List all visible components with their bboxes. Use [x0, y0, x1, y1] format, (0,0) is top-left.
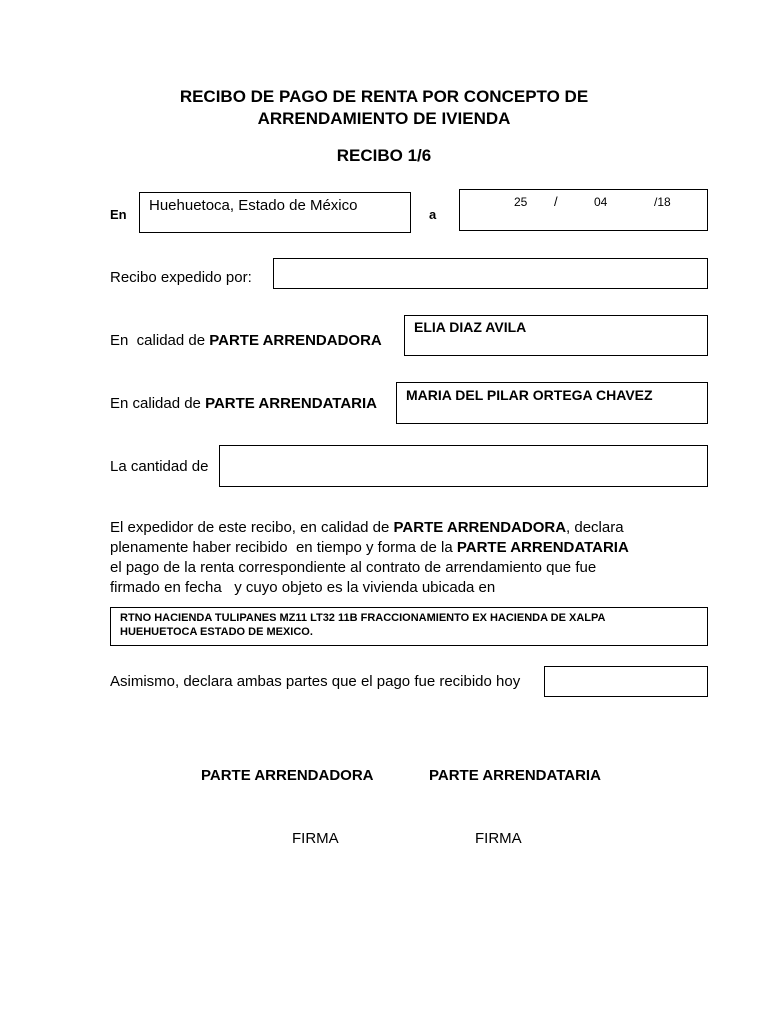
declaration-paragraph: [110, 518, 670, 598]
place-value: Huehuetoca, Estado de México: [149, 197, 358, 214]
payment-today-label: Asimismo, declara ambas partes que el pago fue recibido hoy: [110, 673, 521, 690]
date-separator: /: [554, 194, 558, 209]
address-line-2: HUEHUETOCA ESTADO DE MEXICO.: [120, 626, 313, 638]
declaration-line-2: [110, 538, 670, 558]
tenant-label-prefix: En calidad de: [110, 395, 206, 412]
declaration-line-3: el pago de la renta correspondiente al contrato de arrendamiento que fue: [110, 559, 597, 576]
amount-field[interactable]: [219, 445, 708, 487]
tenant-label-bold: PARTE ARRENDATARIA: [205, 395, 378, 412]
issued-by-label: Recibo expedido por:: [110, 269, 252, 286]
landlord-label-prefix: En calidad de: [110, 332, 210, 349]
receipt-number: RECIBO 1/6: [336, 146, 432, 165]
date-month: 04: [594, 195, 608, 209]
amount-label: La cantidad de: [110, 458, 209, 475]
declaration-line-2-bold: PARTE ARRENDATARIA: [456, 539, 629, 556]
date-year: /18: [654, 195, 671, 209]
landlord-label-bold: PARTE ARRENDADORA: [209, 332, 382, 349]
tenant-signature-title: PARTE ARRENDATARIA: [429, 767, 601, 784]
a-label: a: [429, 207, 437, 222]
landlord-signature-line: FIRMA: [292, 830, 339, 847]
declaration-line-1-bold: PARTE ARRENDADORA: [393, 519, 567, 536]
title-line-2: ARRENDAMIENTO DE IVIENDA: [257, 109, 511, 128]
address-line-1: RTNO HACIENDA TULIPANES MZ11 LT32 11B FRACCIONAMIENTO EX HACIENDA DE XALPA: [120, 612, 606, 624]
tenant-field[interactable]: [396, 382, 708, 424]
declaration-line-4: firmado en fecha y cuyo objeto es la vivienda ubicada en: [110, 579, 496, 596]
declaration-line-1-text: El expedidor de este recibo, en calidad de: [110, 519, 394, 536]
landlord-field[interactable]: [404, 315, 708, 356]
tenant-value: MARIA DEL PILAR ORTEGA CHAVEZ: [406, 387, 653, 403]
landlord-value: ELIA DIAZ AVILA: [414, 319, 527, 335]
declaration-line-2-text: plenamente haber recibido en tiempo y forma de la: [110, 539, 457, 556]
date-field[interactable]: [459, 189, 708, 231]
address-field[interactable]: [110, 607, 708, 646]
landlord-signature-title: PARTE ARRENDADORA: [201, 767, 374, 784]
declaration-line-1-end: , declara: [566, 519, 624, 536]
title-line-1: RECIBO DE PAGO DE RENTA POR CONCEPTO DE: [179, 87, 589, 106]
date-day: 25: [514, 195, 528, 209]
issued-by-field[interactable]: [273, 258, 708, 289]
payment-today-field[interactable]: [544, 666, 708, 697]
en-label: En: [110, 207, 127, 222]
landlord-label: [110, 332, 382, 349]
tenant-label: [110, 395, 377, 412]
declaration-line-1: [110, 518, 670, 538]
place-field[interactable]: [139, 192, 411, 233]
tenant-signature-line: FIRMA: [475, 830, 522, 847]
